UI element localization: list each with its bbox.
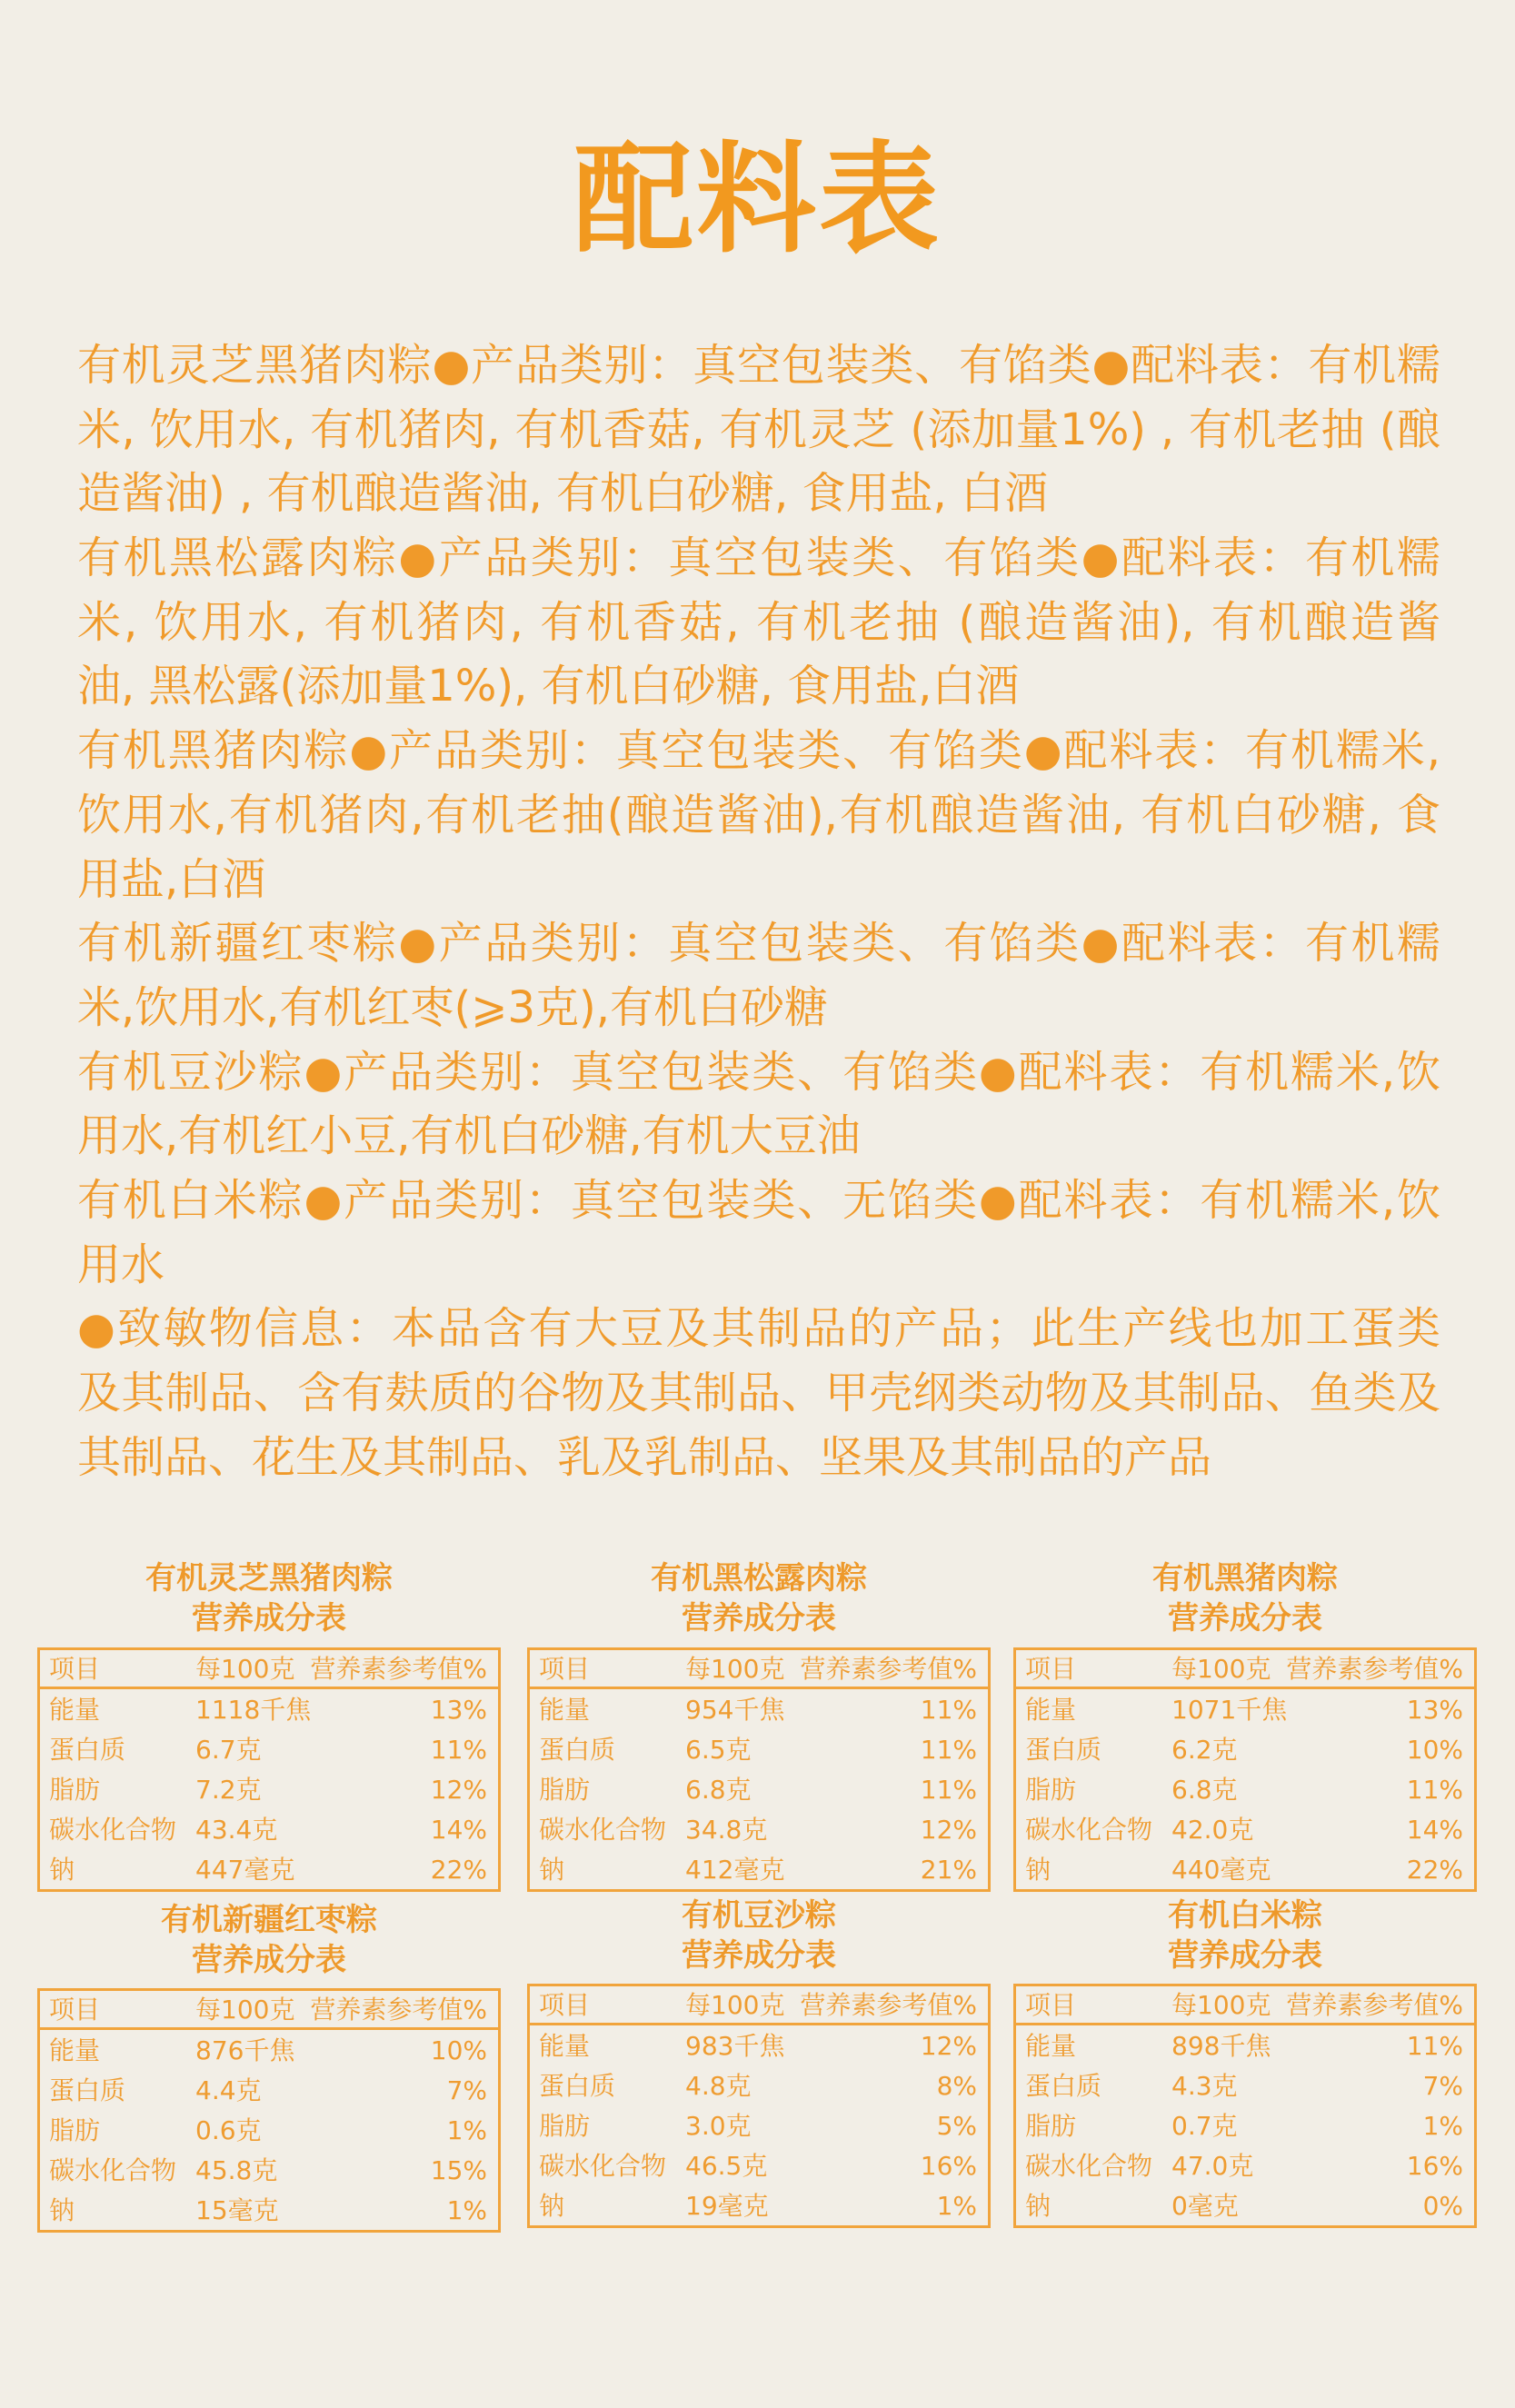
ingredient-line: 用水,有机红小豆,有机白砂糖,有机大豆油: [77, 1110, 861, 1162]
header-item: 项目: [539, 1654, 591, 1684]
nutrient-name: 钠: [1025, 1855, 1052, 1885]
table-row: [40, 2070, 498, 2110]
nutrition-panel: [1013, 1896, 1477, 2232]
nutrient-name: 能量: [1025, 2031, 1077, 2061]
nutrient-amount: 898千焦: [1171, 2031, 1271, 2061]
nutrient-nrv: 12%: [430, 1775, 487, 1805]
panel-subtitle: 营养成分表: [1168, 1600, 1322, 1637]
nutrient-nrv: 16%: [920, 2151, 977, 2181]
table-row: [1016, 1729, 1474, 1769]
panel-product-name: 有机黑松露肉粽: [651, 1560, 867, 1597]
ingredient-line: 用水: [77, 1239, 165, 1290]
page-title: 配料表: [573, 129, 942, 270]
nutrient-amount: 412毫克: [685, 1855, 785, 1885]
nutrient-nrv: 1%: [446, 2115, 487, 2145]
table-row: [1016, 2105, 1474, 2145]
ingredient-line: 有机豆沙粽●产品类别：真空包装类、有馅类●配料表：有机糯米,饮: [77, 1046, 1440, 1098]
nutrient-amount: 45.8克: [195, 2155, 278, 2185]
header-nrv: 营养素参考值%: [1286, 1654, 1463, 1684]
table-row: [1016, 2025, 1474, 2065]
panel-subtitle: 营养成分表: [192, 1942, 346, 1978]
nutrient-name: 脂肪: [1025, 1775, 1077, 1805]
nutrient-name: 钠: [1025, 2191, 1052, 2221]
nutrient-name: 碳水化合物: [1025, 2151, 1153, 2181]
table-row: [40, 1769, 498, 1809]
nutrient-amount: 47.0克: [1171, 2151, 1254, 2181]
table-row: [530, 1729, 988, 1769]
ingredient-line: 油, 黑松露(添加量1%), 有机白砂糖, 食用盐,白酒: [77, 661, 1020, 712]
nutrient-name: 蛋白质: [539, 1735, 616, 1765]
ingredient-line: 有机新疆红枣粽●产品类别：真空包装类、有馅类●配料表：有机糯: [77, 918, 1440, 970]
table-row: [530, 1769, 988, 1809]
nutrient-name: 钠: [49, 1855, 75, 1885]
nutrient-name: 脂肪: [539, 2111, 591, 2141]
nutrient-amount: 15毫克: [195, 2195, 279, 2225]
nutrient-nrv: 21%: [920, 1855, 977, 1885]
allergen-line: 及其制品、含有麸质的谷物及其制品、甲壳纲类动物及其制品、鱼类及: [77, 1368, 1440, 1418]
nutrient-nrv: 10%: [430, 2035, 487, 2065]
nutrition-table: [1013, 1647, 1477, 1892]
nutrient-name: 脂肪: [539, 1775, 591, 1805]
ingredient-line: 用盐,白酒: [77, 853, 266, 905]
table-row: [1016, 2145, 1474, 2185]
nutrient-nrv: 11%: [1406, 1775, 1463, 1805]
nutrient-nrv: 11%: [920, 1775, 977, 1805]
table-header-row: [40, 1991, 498, 2030]
ingredient-line: 有机白米粽●产品类别：真空包装类、无馅类●配料表：有机糯米,饮: [77, 1174, 1440, 1226]
nutrient-amount: 42.0克: [1171, 1815, 1254, 1845]
nutrient-nrv: 10%: [1406, 1735, 1463, 1765]
nutrient-amount: 4.8克: [685, 2071, 752, 2101]
nutrition-table: [527, 1647, 991, 1892]
nutrient-nrv: 0%: [1422, 2191, 1463, 2221]
header-per100: 每100克: [1171, 1654, 1271, 1684]
nutrient-nrv: 11%: [920, 1735, 977, 1765]
header-per100: 每100克: [195, 1995, 295, 2025]
header-item: 项目: [49, 1654, 101, 1684]
header-nrv: 营养素参考值%: [310, 1995, 487, 2025]
header-per100: 每100克: [1171, 1990, 1271, 2020]
nutrient-nrv: 8%: [936, 2071, 977, 2101]
nutrient-nrv: 22%: [430, 1855, 487, 1885]
nutrient-name: 碳水化合物: [1025, 1815, 1153, 1845]
table-row: [1016, 2065, 1474, 2105]
table-row: [1016, 2185, 1474, 2225]
nutrient-name: 蛋白质: [1025, 2071, 1102, 2101]
nutrient-nrv: 16%: [1406, 2151, 1463, 2181]
table-row: [530, 1849, 988, 1889]
nutrient-nrv: 13%: [1406, 1695, 1463, 1725]
nutrition-table: [37, 1647, 501, 1892]
nutrient-nrv: 11%: [430, 1735, 487, 1765]
nutrient-name: 能量: [1025, 1695, 1077, 1725]
table-row: [530, 1689, 988, 1729]
header-per100: 每100克: [195, 1654, 295, 1684]
header-nrv: 营养素参考值%: [800, 1990, 977, 2020]
nutrient-nrv: 15%: [430, 2155, 487, 2185]
nutrient-nrv: 7%: [1422, 2071, 1463, 2101]
nutrient-name: 钠: [539, 1855, 565, 1885]
nutrient-name: 碳水化合物: [49, 2155, 177, 2185]
nutrient-amount: 983千焦: [685, 2031, 785, 2061]
nutrient-name: 脂肪: [1025, 2111, 1077, 2141]
allergen-line: ●致敏物信息：本品含有大豆及其制品的产品；此生产线也加工蛋类: [77, 1303, 1440, 1355]
table-header-row: [530, 1650, 988, 1689]
nutrient-amount: 447毫克: [195, 1855, 295, 1885]
nutrient-nrv: 22%: [1406, 1855, 1463, 1885]
nutrient-name: 钠: [49, 2195, 75, 2225]
nutrient-amount: 440毫克: [1171, 1855, 1271, 1885]
panel-product-name: 有机豆沙粽: [682, 1897, 836, 1934]
table-header-row: [1016, 1986, 1474, 2025]
nutrient-name: 碳水化合物: [539, 1815, 667, 1845]
table-header-row: [1016, 1650, 1474, 1689]
nutrient-amount: 876千焦: [195, 2035, 295, 2065]
nutrient-amount: 3.0克: [685, 2111, 752, 2141]
panel-product-name: 有机灵芝黑猪肉粽: [145, 1560, 393, 1597]
nutrient-nrv: 1%: [446, 2195, 487, 2225]
nutrient-nrv: 1%: [1422, 2111, 1463, 2141]
ingredient-line: 有机黑松露肉粽●产品类别：真空包装类、有馅类●配料表：有机糯: [77, 532, 1440, 584]
table-row: [530, 2145, 988, 2185]
table-row: [530, 1809, 988, 1849]
nutrient-name: 脂肪: [49, 1775, 101, 1805]
nutrient-name: 脂肪: [49, 2115, 101, 2145]
nutrient-amount: 6.5克: [685, 1735, 752, 1765]
panel-subtitle: 营养成分表: [192, 1600, 346, 1637]
header-per100: 每100克: [685, 1990, 785, 2020]
table-row: [1016, 1809, 1474, 1849]
nutrient-amount: 1118千焦: [195, 1695, 312, 1725]
nutrition-panel: [37, 1900, 501, 2236]
nutrient-name: 能量: [49, 1695, 101, 1725]
panel-product-name: 有机新疆红枣粽: [161, 1902, 377, 1938]
ingredient-line: 饮用水,有机猪肉,有机老抽(酿造酱油),有机酿造酱油, 有机白砂糖, 食: [77, 789, 1440, 841]
nutrient-amount: 0毫克: [1171, 2191, 1239, 2221]
panel-subtitle: 营养成分表: [682, 1937, 836, 1974]
header-per100: 每100克: [685, 1654, 785, 1684]
panel-product-name: 有机黑猪肉粽: [1152, 1560, 1338, 1597]
nutrient-name: 蛋白质: [539, 2071, 616, 2101]
nutrient-nrv: 14%: [1406, 1815, 1463, 1845]
nutrient-name: 能量: [539, 2031, 591, 2061]
nutrient-amount: 4.4克: [195, 2075, 262, 2105]
nutrient-amount: 7.2克: [195, 1775, 262, 1805]
nutrition-panel: [37, 1558, 501, 1895]
nutrient-amount: 43.4克: [195, 1815, 278, 1845]
table-row: [40, 1689, 498, 1729]
table-row: [40, 2190, 498, 2230]
allergen-line: 其制品、花生及其制品、乳及乳制品、坚果及其制品的产品: [77, 1431, 1212, 1483]
ingredient-line: 有机黑猪肉粽●产品类别：真空包装类、有馅类●配料表：有机糯米,: [77, 725, 1440, 777]
ingredient-line: 米,饮用水,有机红枣(⩾3克),有机白砂糖: [77, 981, 828, 1033]
header-item: 项目: [49, 1995, 101, 2025]
ingredient-line: 米, 饮用水, 有机猪肉, 有机香菇, 有机灵芝 (添加量1%) , 有机老抽 (酿: [77, 403, 1440, 455]
nutrient-nrv: 7%: [446, 2075, 487, 2105]
ingredient-list: [77, 333, 1440, 1489]
nutrition-table: [37, 1988, 501, 2233]
nutrition-panel: [527, 1558, 991, 1895]
table-row: [1016, 1849, 1474, 1889]
nutrition-panel: [1013, 1558, 1477, 1895]
nutrition-panel: [527, 1896, 991, 2232]
nutrient-nrv: 11%: [920, 1695, 977, 1725]
nutrient-amount: 954千焦: [685, 1695, 785, 1725]
nutrient-amount: 19毫克: [685, 2191, 769, 2221]
nutrient-nrv: 5%: [936, 2111, 977, 2141]
table-row: [40, 1809, 498, 1849]
nutrient-nrv: 11%: [1406, 2031, 1463, 2061]
nutrient-amount: 4.3克: [1171, 2071, 1238, 2101]
nutrient-amount: 34.8克: [685, 1815, 768, 1845]
table-header-row: [40, 1650, 498, 1689]
table-row: [40, 2030, 498, 2070]
nutrient-name: 钠: [539, 2191, 565, 2221]
panel-subtitle: 营养成分表: [1168, 1937, 1322, 1974]
panel-subtitle: 营养成分表: [682, 1600, 836, 1637]
header-item: 项目: [539, 1990, 591, 2020]
table-row: [1016, 1769, 1474, 1809]
nutrient-amount: 6.8克: [1171, 1775, 1238, 1805]
table-row: [530, 2025, 988, 2065]
nutrient-amount: 0.7克: [1171, 2111, 1238, 2141]
header-item: 项目: [1025, 1654, 1077, 1684]
ingredient-line: 米, 饮用水, 有机猪肉, 有机香菇, 有机老抽 (酿造酱油), 有机酿造酱: [77, 596, 1440, 648]
table-row: [40, 1849, 498, 1889]
table-row: [40, 2110, 498, 2150]
nutrient-name: 碳水化合物: [49, 1815, 177, 1845]
nutrient-nrv: 14%: [430, 1815, 487, 1845]
nutrition-table: [1013, 1984, 1477, 2228]
nutrient-nrv: 12%: [920, 1815, 977, 1845]
nutrient-name: 碳水化合物: [539, 2151, 667, 2181]
nutrient-nrv: 13%: [430, 1695, 487, 1725]
nutrient-amount: 0.6克: [195, 2115, 262, 2145]
nutrient-name: 蛋白质: [49, 1735, 126, 1765]
header-nrv: 营养素参考值%: [310, 1654, 487, 1684]
nutrient-amount: 1071千焦: [1171, 1695, 1288, 1725]
nutrient-amount: 6.8克: [685, 1775, 752, 1805]
table-row: [1016, 1689, 1474, 1729]
table-header-row: [530, 1986, 988, 2025]
nutrition-table: [527, 1984, 991, 2228]
table-row: [530, 2105, 988, 2145]
header-nrv: 营养素参考值%: [800, 1654, 977, 1684]
header-item: 项目: [1025, 1990, 1077, 2020]
nutrient-name: 能量: [49, 2035, 101, 2065]
nutrient-name: 能量: [539, 1695, 591, 1725]
nutrient-amount: 46.5克: [685, 2151, 768, 2181]
ingredient-line: 有机灵芝黑猪肉粽●产品类别：真空包装类、有馅类●配料表：有机糯: [77, 340, 1440, 391]
table-row: [530, 2065, 988, 2105]
nutrient-amount: 6.2克: [1171, 1735, 1238, 1765]
ingredient-line: 造酱油) , 有机酿造酱油, 有机白砂糖, 食用盐, 白酒: [77, 468, 1049, 520]
header-nrv: 营养素参考值%: [1286, 1990, 1463, 2020]
nutrient-nrv: 1%: [936, 2191, 977, 2221]
nutrient-nrv: 12%: [920, 2031, 977, 2061]
table-row: [40, 2150, 498, 2190]
table-row: [40, 1729, 498, 1769]
panel-product-name: 有机白米粽: [1168, 1897, 1322, 1934]
nutrient-name: 蛋白质: [1025, 1735, 1102, 1765]
table-row: [530, 2185, 988, 2225]
nutrient-amount: 6.7克: [195, 1735, 262, 1765]
nutrient-name: 蛋白质: [49, 2075, 126, 2105]
